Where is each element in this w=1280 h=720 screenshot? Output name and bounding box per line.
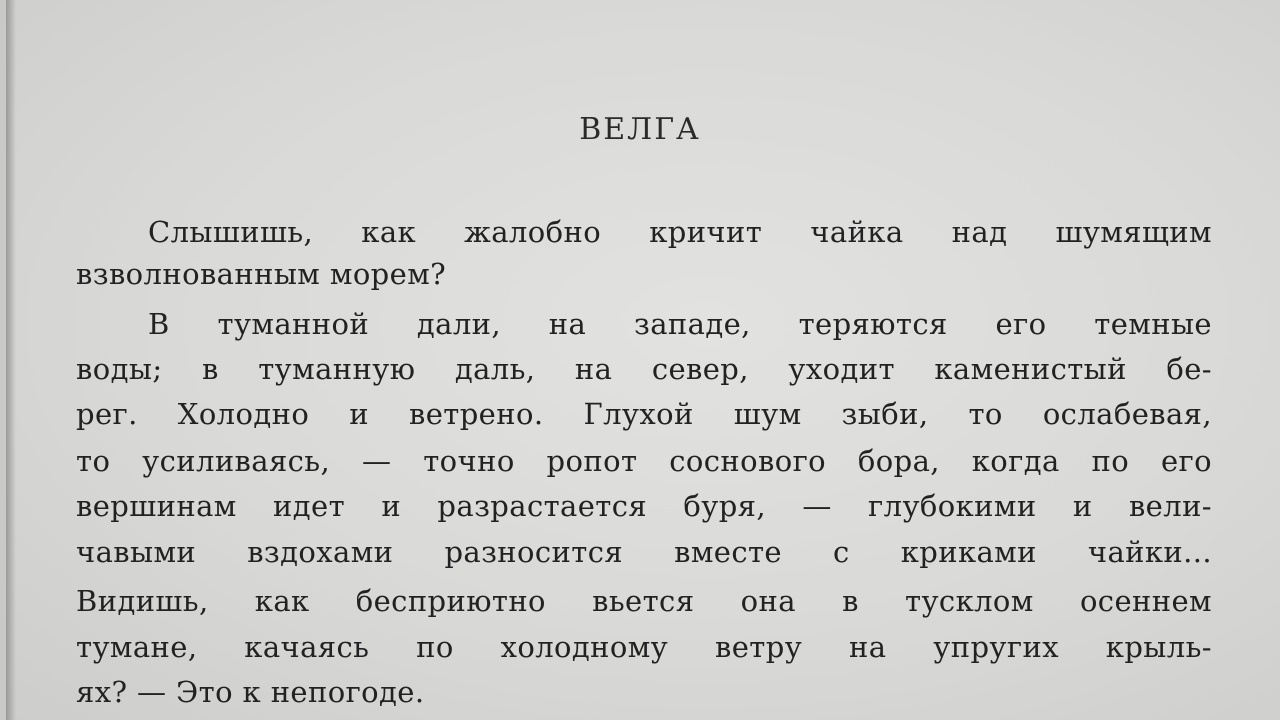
page-edge-shadow — [6, 0, 16, 720]
chapter-title: ВЕЛГА — [579, 112, 701, 147]
text-line: тумане, качаясь по холодному ветру на упругих крыль- — [76, 630, 1212, 664]
text-line: Слышишь, как жалобно кричит чайка над шумящим — [148, 215, 1212, 249]
text-line: чавыми вздохами разносится вместе с криками чайки... — [76, 535, 1212, 569]
text-line: воды; в туманную даль, на север, уходит каменистый бе- — [76, 352, 1212, 386]
text-line: вершинам идет и разрастается буря, — глубокими и вели- — [76, 489, 1212, 523]
text-line: Видишь, как бесприютно вьется она в тусклом осеннем — [76, 584, 1212, 618]
text-line: В туманной дали, на западе, теряются его темные — [148, 307, 1212, 341]
text-line: то усиливаясь, — точно ропот соснового бора, когда по его — [76, 444, 1212, 478]
text-line: рег. Холодно и ветрено. Глухой шум зыби, то ослабевая, — [76, 397, 1212, 431]
text-line: ях? — Это к непогоде. — [76, 675, 425, 709]
text-line: взволнованным морем? — [76, 257, 447, 291]
